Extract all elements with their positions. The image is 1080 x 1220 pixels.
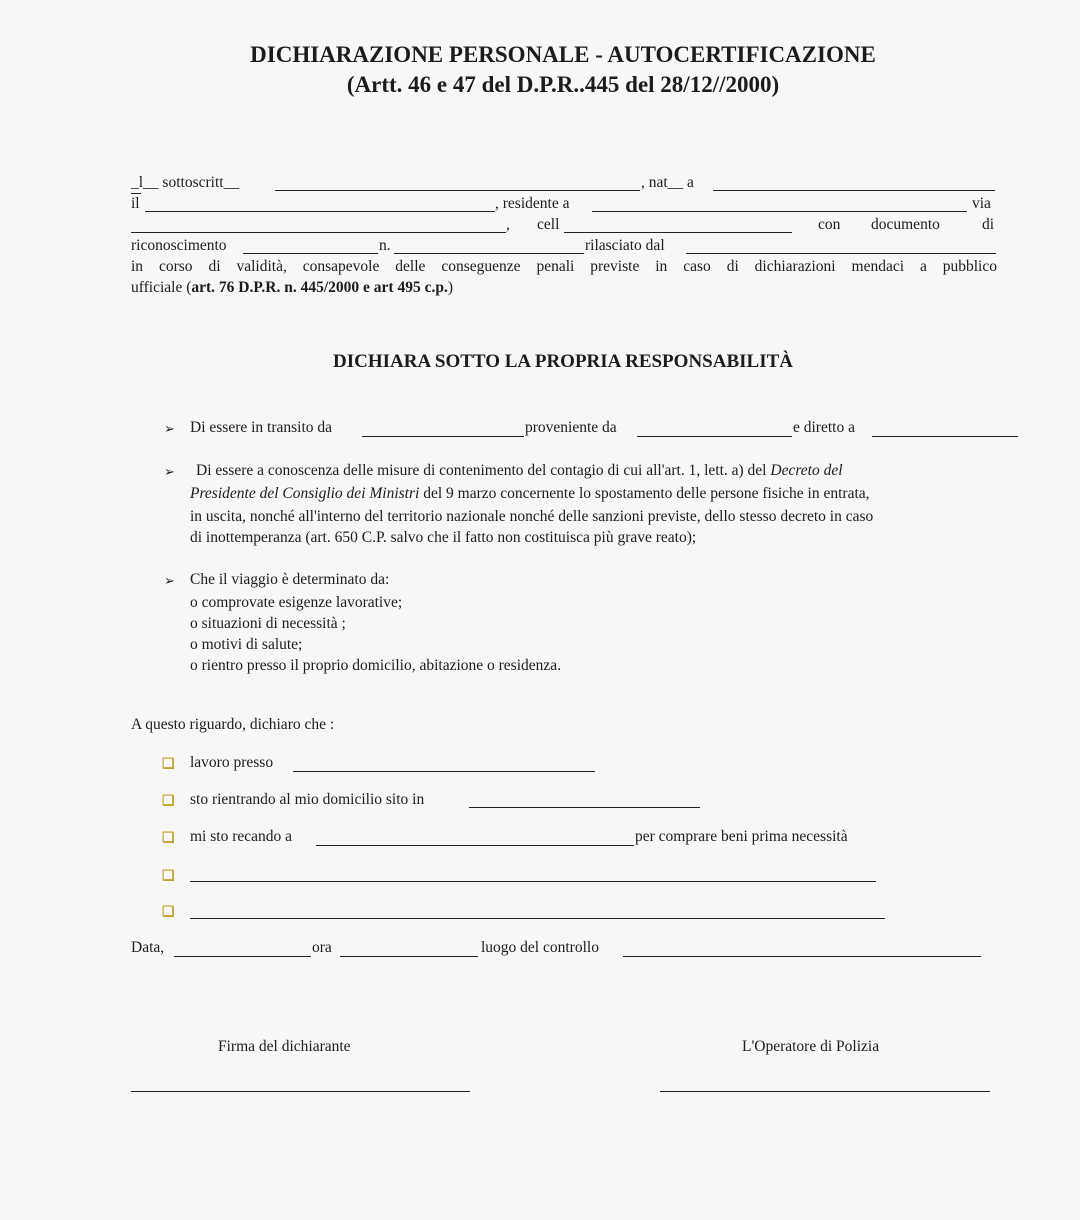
time-label: ora — [312, 939, 332, 956]
checkbox-icon[interactable]: ❏ — [162, 869, 175, 884]
issuer-field[interactable] — [686, 253, 996, 254]
regard-intro: A questo riguardo, dichiaro che : — [131, 716, 335, 733]
il-label: il — [131, 195, 140, 212]
residente-label: , residente a — [495, 195, 570, 212]
officer-signature-field[interactable] — [660, 1091, 990, 1092]
origin-label: proveniente da — [525, 419, 617, 436]
trip-option-home[interactable]: o rientro presso il proprio domicilio, abitazione o residenza. — [190, 657, 562, 674]
officer-signature-label: L'Operatore di Polizia — [742, 1038, 880, 1055]
time-field[interactable] — [340, 956, 478, 957]
birthplace-field[interactable] — [713, 190, 995, 191]
knowledge-line-2: Presidente del Consiglio dei Ministri del 9 marzo concernente lo spostamento delle persone fisiche in entrata, — [190, 485, 870, 502]
trip-label: Che il viaggio è determinato da: — [190, 571, 390, 588]
going-label: mi sto recando a — [190, 828, 293, 845]
going-purpose-label: per comprare beni prima necessità — [635, 828, 848, 845]
origin-field[interactable] — [637, 436, 792, 437]
declare-heading: DICHIARA SOTTO LA PROPRIA RESPONSABILITÀ — [333, 351, 793, 372]
place-field[interactable] — [623, 956, 981, 957]
via-label: via — [972, 195, 991, 212]
destination-field[interactable] — [872, 436, 1018, 437]
transit-label: Di essere in transito da — [190, 419, 333, 436]
checkbox-icon[interactable]: ❏ — [162, 757, 175, 772]
name-field[interactable] — [275, 190, 640, 191]
knowledge-line-4: di inottemperanza (art. 650 C.P. salvo che il fatto non costituisca più grave reato); — [190, 529, 697, 546]
address-field[interactable] — [131, 232, 506, 233]
legal-reference: ufficiale (art. 76 D.P.R. n. 445/2000 e art 495 c.p.) — [131, 279, 454, 296]
sottoscritto-label: _l__ sottoscritt__ — [131, 174, 240, 191]
nato-label: , nat__ a — [641, 174, 694, 191]
destination-label: e diretto a — [793, 419, 855, 436]
residence-field[interactable] — [592, 211, 967, 212]
arrow-icon: ➢ — [164, 421, 175, 436]
transit-field[interactable] — [362, 436, 524, 437]
trip-option-necessity[interactable]: o situazioni di necessità ; — [190, 615, 346, 632]
documento-label: documento — [871, 216, 940, 233]
place-label: luogo del controllo — [481, 939, 599, 956]
cell-label: cell — [537, 216, 560, 233]
con-label: con — [818, 216, 841, 233]
document-type-field[interactable] — [243, 253, 378, 254]
declarant-signature-field[interactable] — [131, 1091, 470, 1092]
document-number-field[interactable] — [394, 253, 584, 254]
trip-option-health[interactable]: o motivi di salute; — [190, 636, 303, 653]
knowledge-line-3: in uscita, nonché all'interno del territorio nazionale nonché delle sanzioni previste, dello stesso decreto in caso — [190, 508, 874, 525]
validity-statement: in corso di validità, consapevole delle conseguenze penali previste in caso di dichiarazioni mendaci a pubblico — [131, 258, 997, 275]
knowledge-line-1: Di essere a conoscenza delle misure di contenimento del contagio di cui all'art. 1, lett. a) del Decreto del — [196, 462, 843, 479]
form-title: DICHIARAZIONE PERSONALE - AUTOCERTIFICAZIONE — [250, 42, 876, 67]
birthdate-field[interactable] — [145, 211, 495, 212]
prefix-rule — [131, 193, 141, 194]
going-field[interactable] — [316, 845, 634, 846]
other-field-1[interactable] — [190, 881, 876, 882]
work-field[interactable] — [293, 771, 595, 772]
declarant-signature-label: Firma del dichiarante — [218, 1038, 351, 1055]
comma-sep: , — [506, 216, 510, 233]
arrow-icon: ➢ — [164, 464, 175, 479]
checkbox-icon[interactable]: ❏ — [162, 905, 175, 920]
cell-field[interactable] — [564, 232, 792, 233]
other-field-2[interactable] — [190, 918, 885, 919]
date-label: Data, — [131, 939, 165, 956]
date-field[interactable] — [174, 956, 311, 957]
checkbox-icon[interactable]: ❏ — [162, 794, 175, 809]
number-label: n. — [379, 237, 391, 254]
rilasciato-label: rilasciato dal — [585, 237, 665, 254]
di-label: di — [982, 216, 995, 233]
work-label: lavoro presso — [190, 754, 274, 771]
riconoscimento-label: riconoscimento — [131, 237, 227, 254]
arrow-icon: ➢ — [164, 573, 175, 588]
form-subtitle: (Artt. 46 e 47 del D.P.R..445 del 28/12//2000) — [346, 72, 780, 97]
trip-option-work[interactable]: o comprovate esigenze lavorative; — [190, 594, 403, 611]
home-field[interactable] — [469, 807, 700, 808]
home-label: sto rientrando al mio domicilio sito in — [190, 791, 425, 808]
checkbox-icon[interactable]: ❏ — [162, 831, 175, 846]
